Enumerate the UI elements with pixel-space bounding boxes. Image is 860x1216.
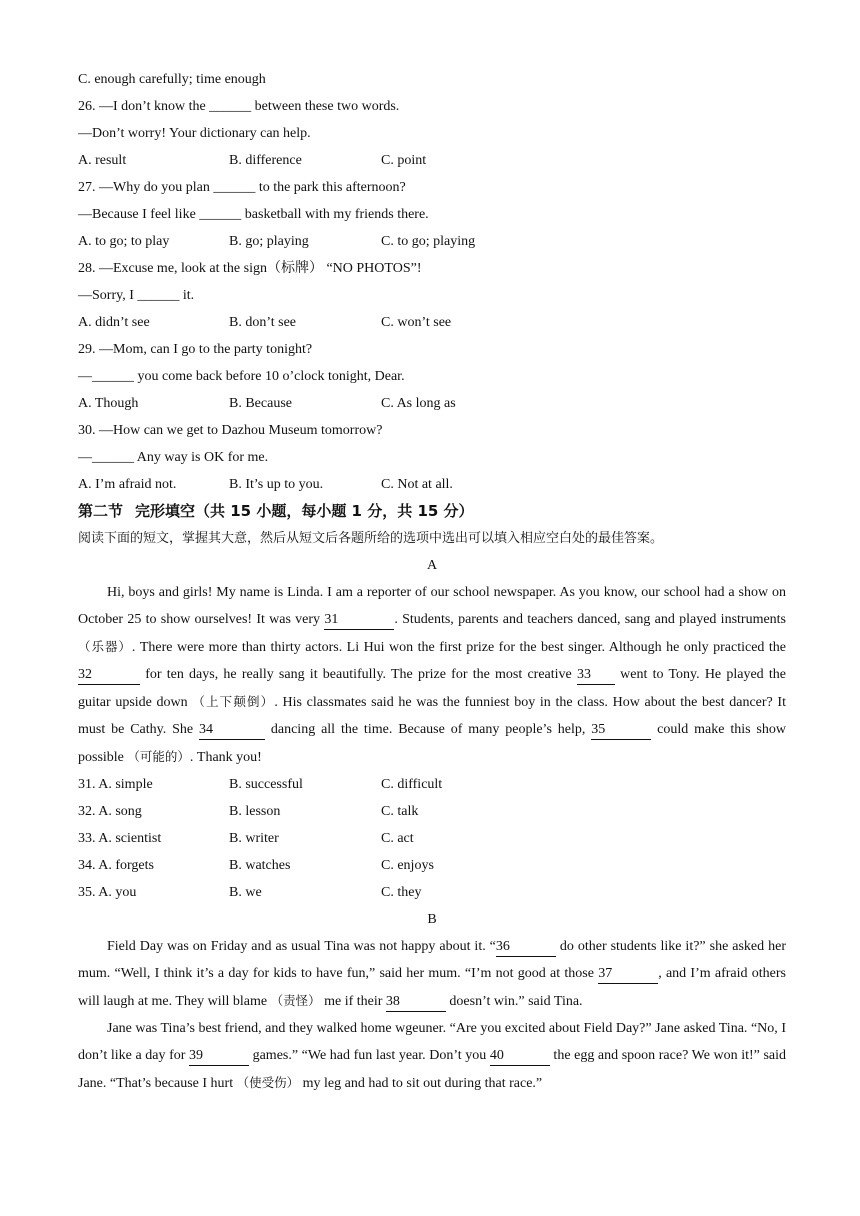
q30-options xyxy=(78,471,786,498)
q35-options xyxy=(78,879,786,906)
q26-reply: —Don’t worry! Your dictionary can help. xyxy=(78,126,311,141)
blank-38[interactable]: 38 xyxy=(386,993,446,1012)
q34-option-b[interactable]: B. watches xyxy=(229,858,291,873)
q34-option-c[interactable]: C. enjoys xyxy=(381,858,434,873)
section-2-number: 第二节 xyxy=(78,502,124,520)
q26-option-b[interactable]: B. difference xyxy=(229,153,302,168)
q29-stem: 29. —Mom, can I go to the party tonight? xyxy=(78,342,313,357)
passage-text: Jane was Tina’s best friend, and they walked home wgeuner. “Are you excited about Field Day?” Jane asked Tina. “No, I don’t like a day for xyxy=(78,1021,786,1063)
passage-b-paragraph-2 xyxy=(78,1015,786,1097)
q33-option-a[interactable]: 33. A. scientist xyxy=(78,831,162,846)
q27-option-a[interactable]: A. to go; to play xyxy=(78,234,170,249)
passage-b-label: B xyxy=(427,912,437,927)
exam-page xyxy=(78,66,786,1097)
gloss: （可能的） xyxy=(127,749,190,764)
section-2-heading xyxy=(78,498,786,525)
q30-option-a[interactable]: A. I’m afraid not. xyxy=(78,477,177,492)
q30-reply: —______ Any way is OK for me. xyxy=(78,450,269,465)
passage-a-text xyxy=(78,579,786,771)
passage-text: could make this show possible xyxy=(78,722,786,765)
q31-option-a[interactable]: 31. A. simple xyxy=(78,777,153,792)
q28-option-a[interactable]: A. didn’t see xyxy=(78,315,150,330)
passage-text: the egg and spoon race? We won it!” said Jane. “That’s because I hurt xyxy=(78,1048,787,1091)
q30-option-b[interactable]: B. It’s up to you. xyxy=(229,477,324,492)
q29-reply: —______ you come back before 10 o’clock tonight, Dear. xyxy=(78,369,405,384)
blank-31[interactable]: 31 xyxy=(324,611,394,630)
blank-34[interactable]: 34 xyxy=(199,721,265,740)
q32-option-a[interactable]: 32. A. song xyxy=(78,804,142,819)
q35-option-a[interactable]: 35. A. you xyxy=(78,885,137,900)
q33-options xyxy=(78,825,786,852)
passage-text: . There were more than thirty actors. Li Hui won the first prize for the best singer. Although he only practiced the xyxy=(131,640,786,655)
q35-option-b[interactable]: B. we xyxy=(229,885,262,900)
passage-text: do other students like it?” she asked her mum. “Well, I think it’s a day for kids to have fun,” said her mum. “I’m not good at those xyxy=(78,939,786,981)
q25-option-c: C. enough carefully; time enough xyxy=(78,72,266,87)
passage-text: Hi, boys and girls! My name is Linda. I am a reporter of our school newspaper. As you know, our school had a show on October 25 to show ourselves! It was very xyxy=(78,585,786,627)
q30-option-c[interactable]: C. Not at all. xyxy=(381,477,453,492)
q29-option-b[interactable]: B. Because xyxy=(229,396,292,411)
q29-options xyxy=(78,390,786,417)
q27-stem: 27. —Why do you plan ______ to the park this afternoon? xyxy=(78,180,406,195)
passage-text: . Thank you! xyxy=(189,750,262,765)
q29-option-a[interactable]: A. Though xyxy=(78,396,139,411)
passage-text: me if their xyxy=(320,994,386,1009)
q31-option-b[interactable]: B. successful xyxy=(229,777,303,792)
blank-40[interactable]: 40 xyxy=(490,1047,550,1066)
q28-reply: —Sorry, I ______ it. xyxy=(78,288,195,303)
q32-options xyxy=(78,798,786,825)
passage-text: . Students, parents and teachers danced, sang and played instruments xyxy=(394,612,787,627)
q34-option-a[interactable]: 34. A. forgets xyxy=(78,858,154,873)
q28-options xyxy=(78,309,786,336)
blank-37[interactable]: 37 xyxy=(598,965,658,984)
passage-b-paragraph-1 xyxy=(78,933,786,1015)
q27-option-b[interactable]: B. go; playing xyxy=(229,234,309,249)
q35-option-c[interactable]: C. they xyxy=(381,885,422,900)
passage-text: went to Tony. He played the guitar upside down xyxy=(78,667,786,710)
blank-36[interactable]: 36 xyxy=(496,938,556,957)
blank-39[interactable]: 39 xyxy=(189,1047,249,1066)
q27-reply: —Because I feel like ______ basketball with my friends there. xyxy=(78,207,429,222)
passage-text: my leg and had to sit out during that race.” xyxy=(299,1076,543,1091)
q28-option-b[interactable]: B. don’t see xyxy=(229,315,297,330)
q27-option-c[interactable]: C. to go; playing xyxy=(381,234,476,249)
q31-options xyxy=(78,771,786,798)
q32-option-c[interactable]: C. talk xyxy=(381,804,419,819)
passage-text: dancing all the time. Because of many people’s help, xyxy=(265,722,592,737)
q34-options xyxy=(78,852,786,879)
section-2-title: 完形填空（共 15 小题，每小题 1 分，共 15 分） xyxy=(135,502,474,520)
gloss: （乐器） xyxy=(78,639,132,654)
q27-options xyxy=(78,228,786,255)
passage-text: games.” “We had fun last year. Don’t you xyxy=(249,1048,490,1063)
section-2-instruction: 阅读下面的短文，掌握其大意，然后从短文后各题所给的选项中选出可以填入相应空白处的最佳答案。 xyxy=(78,531,664,546)
gloss: （责怪） xyxy=(270,993,321,1008)
gloss: （上下颠倒） xyxy=(192,694,275,709)
passage-text: doesn’t win.” said Tina. xyxy=(445,994,583,1009)
passage-text: , and I’m afraid others will laugh at me. They will blame xyxy=(78,966,786,1009)
passage-a-label: A xyxy=(426,558,438,573)
blank-35[interactable]: 35 xyxy=(591,721,651,740)
gloss: （使受伤） xyxy=(236,1075,300,1090)
passage-text: for ten days, he really sang it beautifully. The prize for the most creative xyxy=(140,667,577,682)
q26-options xyxy=(78,147,786,174)
q28-stem: 28. —Excuse me, look at the sign（标牌） “NO PHOTOS”! xyxy=(78,261,422,276)
q26-option-c[interactable]: C. point xyxy=(381,153,427,168)
q26-option-a[interactable]: A. result xyxy=(78,153,127,168)
q29-option-c[interactable]: C. As long as xyxy=(381,396,456,411)
q31-option-c[interactable]: C. difficult xyxy=(381,777,443,792)
q28-option-c[interactable]: C. won’t see xyxy=(381,315,452,330)
q26-stem: 26. —I don’t know the ______ between these two words. xyxy=(78,99,400,114)
q32-option-b[interactable]: B. lesson xyxy=(229,804,281,819)
blank-33[interactable]: 33 xyxy=(577,666,615,685)
q30-stem: 30. —How can we get to Dazhou Museum tomorrow? xyxy=(78,423,383,438)
blank-32[interactable]: 32 xyxy=(78,666,140,685)
q33-option-b[interactable]: B. writer xyxy=(229,831,279,846)
passage-text: Field Day was on Friday and as usual Tina was not happy about it. “ xyxy=(107,939,496,954)
q33-option-c[interactable]: C. act xyxy=(381,831,414,846)
passage-text: . His classmates said he was the funniest boy in the class. How about the best dancer? It must be Cathy. She xyxy=(78,695,786,737)
